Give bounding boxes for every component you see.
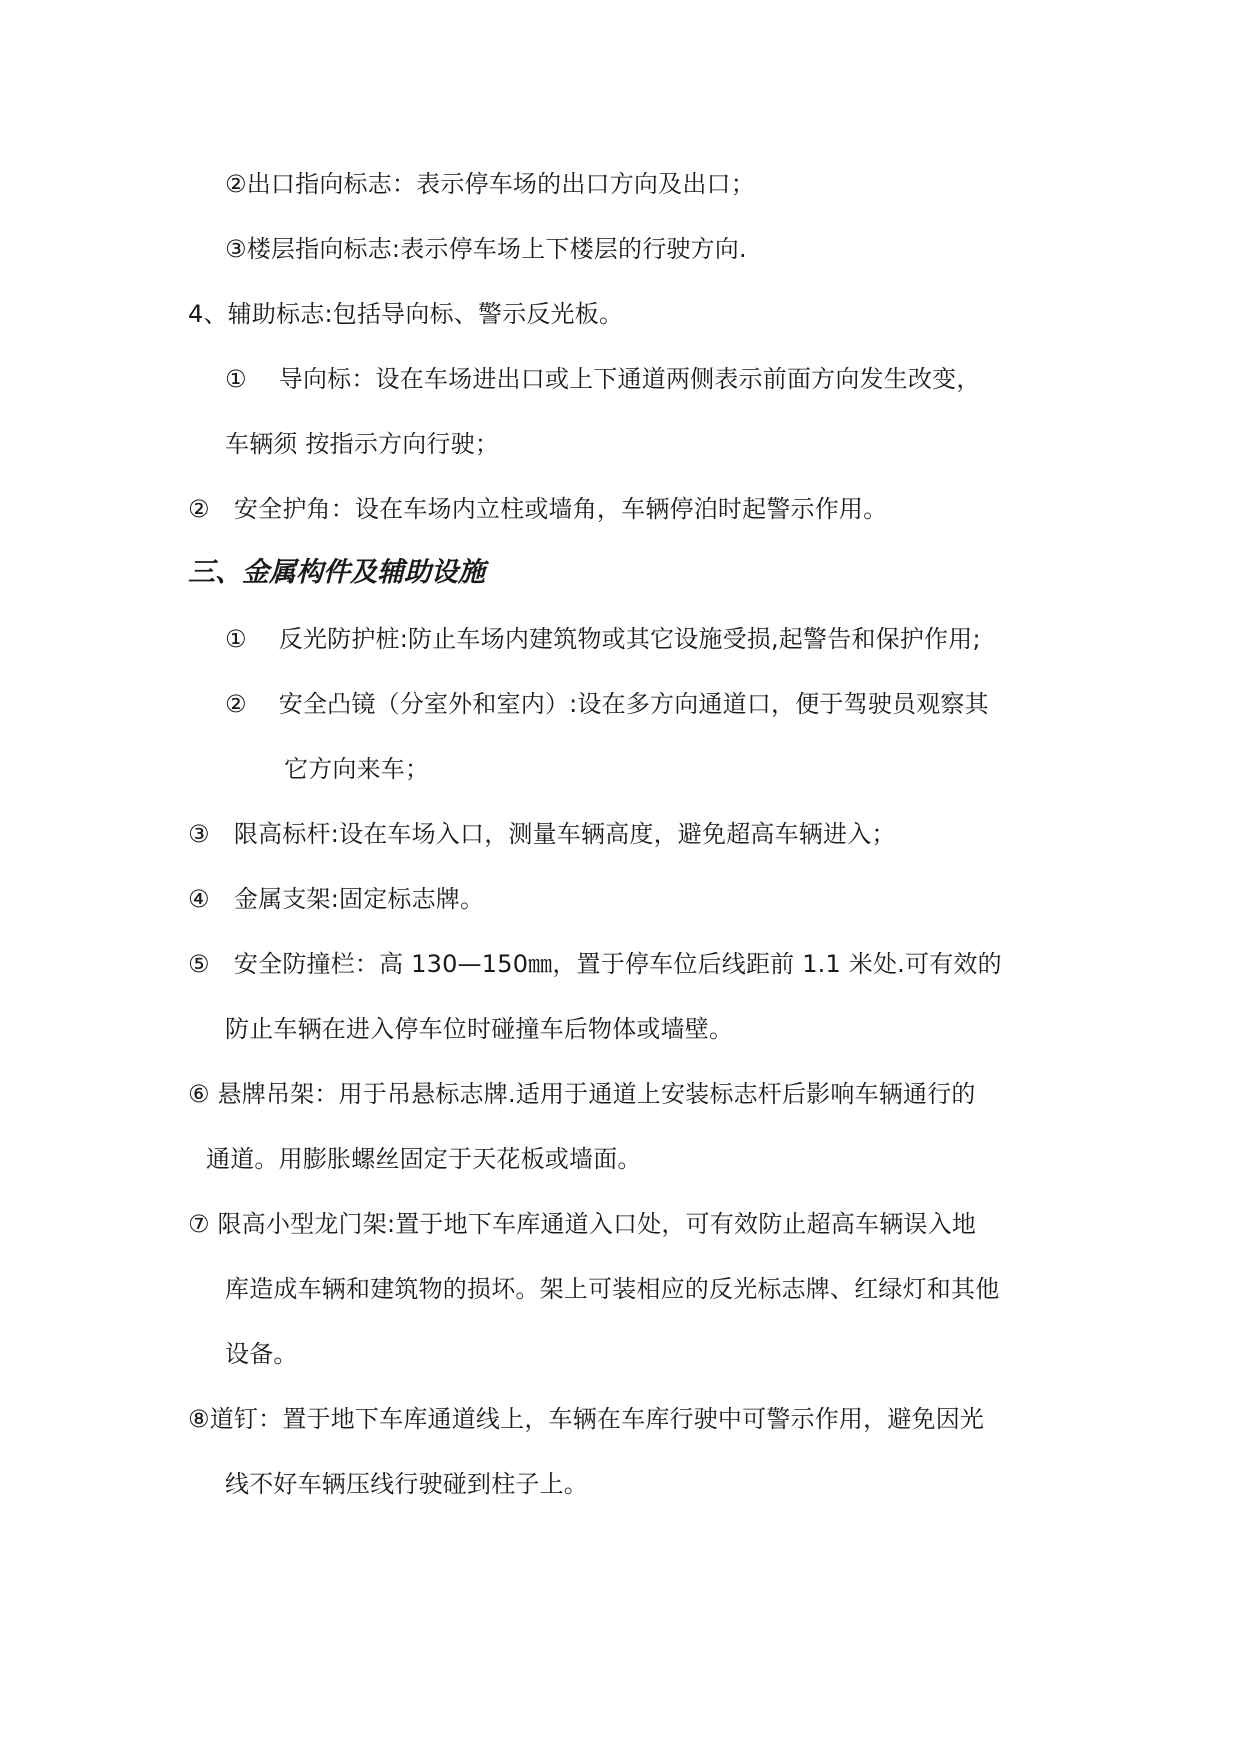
text-line-crash-barrier: ⑤ 安全防撞栏：高 130—150㎜，置于停车位后线距前 1.1 米处.可有效的: [188, 950, 1002, 978]
text-line-metal-bracket: ④ 金属支架:固定标志牌。: [188, 885, 485, 913]
text-line-gantry-cont-1: 库造成车辆和建筑物的损坏。架上可装相应的反光标志牌、红绿灯和其他: [225, 1275, 1000, 1303]
text-line-gantry: ⑦ 限高小型龙门架:置于地下车库通道入口处，可有效防止超高车辆误入地: [188, 1210, 977, 1238]
section-heading-metal-components: 三、金属构件及辅助设施: [188, 557, 485, 588]
text-line-convex-mirror: ② 安全凸镜（分室外和室内）:设在多方向通道口，便于驾驶员观察其: [225, 690, 989, 718]
text-line-floor-sign: ③楼层指向标志:表示停车场上下楼层的行驶方向.: [225, 235, 747, 263]
text-line-convex-mirror-cont: 它方向来车；: [284, 755, 430, 783]
text-line-auxiliary-signs: 4、辅助标志:包括导向标、警示反光板。: [188, 300, 624, 328]
text-line-hanging-frame-cont: 通道。用膨胀螺丝固定于天花板或墙面。: [206, 1145, 642, 1173]
text-line-guide-sign-cont: 车辆须 按指示方向行驶；: [225, 430, 500, 458]
text-line-gantry-cont-2: 设备。: [225, 1340, 298, 1368]
text-line-reflective-post: ① 反光防护桩:防止车场内建筑物或其它设施受损,起警告和保护作用;: [225, 625, 981, 653]
text-line-road-stud: ⑧道钉：置于地下车库通道线上，车辆在车库行驶中可警示作用，避免因光: [188, 1405, 985, 1433]
text-line-guide-sign: ① 导向标：设在车场进出口或上下通道两侧表示前面方向发生改变，: [225, 365, 981, 393]
text-line-exit-sign: ②出口指向标志：表示停车场的出口方向及出口；: [225, 170, 755, 198]
text-line-hanging-frame: ⑥ 悬牌吊架：用于吊悬标志牌.适用于通道上安装标志杆后影响车辆通行的: [188, 1080, 976, 1108]
text-line-crash-barrier-cont: 防止车辆在进入停车位时碰撞车后物体或墙壁。: [225, 1015, 734, 1043]
text-line-height-pole: ③ 限高标杆:设在车场入口，测量车辆高度，避免超高车辆进入；: [188, 820, 896, 848]
text-line-road-stud-cont: 线不好车辆压线行驶碰到柱子上。: [225, 1470, 588, 1498]
text-line-corner-guard: ② 安全护角：设在车场内立柱或墙角，车辆停泊时起警示作用。: [188, 495, 888, 523]
